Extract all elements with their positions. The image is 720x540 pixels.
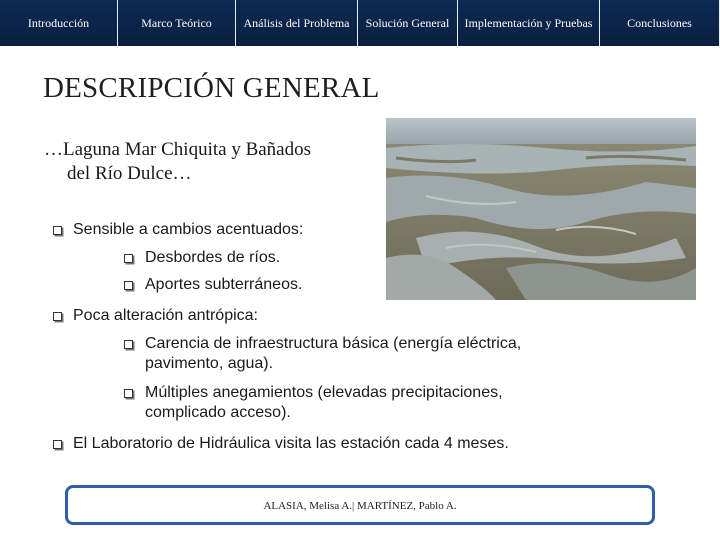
top-navigation — [0, 0, 720, 48]
bullet-marker-icon — [53, 440, 62, 449]
nav-tab-analisis-problema[interactable]: Análisis del Problema — [236, 0, 358, 46]
nav-tab-conclusiones[interactable]: Conclusiones — [600, 0, 720, 46]
footer-author-box — [65, 485, 655, 525]
bullet-marker-icon — [124, 254, 133, 263]
bullet-laboratorio: El Laboratorio de Hidráulica visita las estación cada 4 meses. — [73, 435, 509, 452]
nav-tab-solucion-general[interactable]: Solución General — [358, 0, 458, 46]
bullet-poca-alteracion: Poca alteración antrópica: — [73, 307, 258, 324]
sub-bullet-anegamientos: Múltiples anegamientos (elevadas precipitaciones, complicado acceso). — [145, 384, 503, 421]
nav-tab-implementacion-pruebas[interactable]: Implementación y Pruebas — [458, 0, 600, 46]
slide-subtitle — [44, 138, 394, 186]
sub-bullet-desbordes: Desbordes de ríos. — [145, 249, 281, 266]
bullet-marker-icon — [124, 340, 133, 349]
subtitle-line-2: del Río Dulce… — [67, 163, 192, 184]
bullet-marker-icon — [124, 281, 133, 290]
wetland-aerial-photo — [386, 118, 696, 300]
sub-bullet-carencia: Carencia de infraestructura básica (energía eléctrica, pavimento, agua). — [145, 335, 522, 372]
bullet-marker-icon — [124, 389, 133, 398]
sub-bullet-aportes: Aportes subterráneos. — [145, 276, 303, 293]
nav-tab-marco-teorico[interactable]: Marco Teórico — [118, 0, 236, 46]
slide-title: DESCRIPCIÓN GENERAL — [43, 72, 380, 104]
bullet-sensible: Sensible a cambios acentuados: — [73, 221, 304, 238]
bullet-marker-icon — [53, 312, 62, 321]
nav-tab-introduccion[interactable]: Introducción — [0, 0, 118, 46]
footer-authors: ALASIA, Melisa A.| MARTÍNEZ, Pablo A. — [263, 500, 457, 512]
subtitle-line-1: …Laguna Mar Chiquita y Bañados — [44, 139, 312, 160]
bullet-marker-icon — [53, 226, 62, 235]
